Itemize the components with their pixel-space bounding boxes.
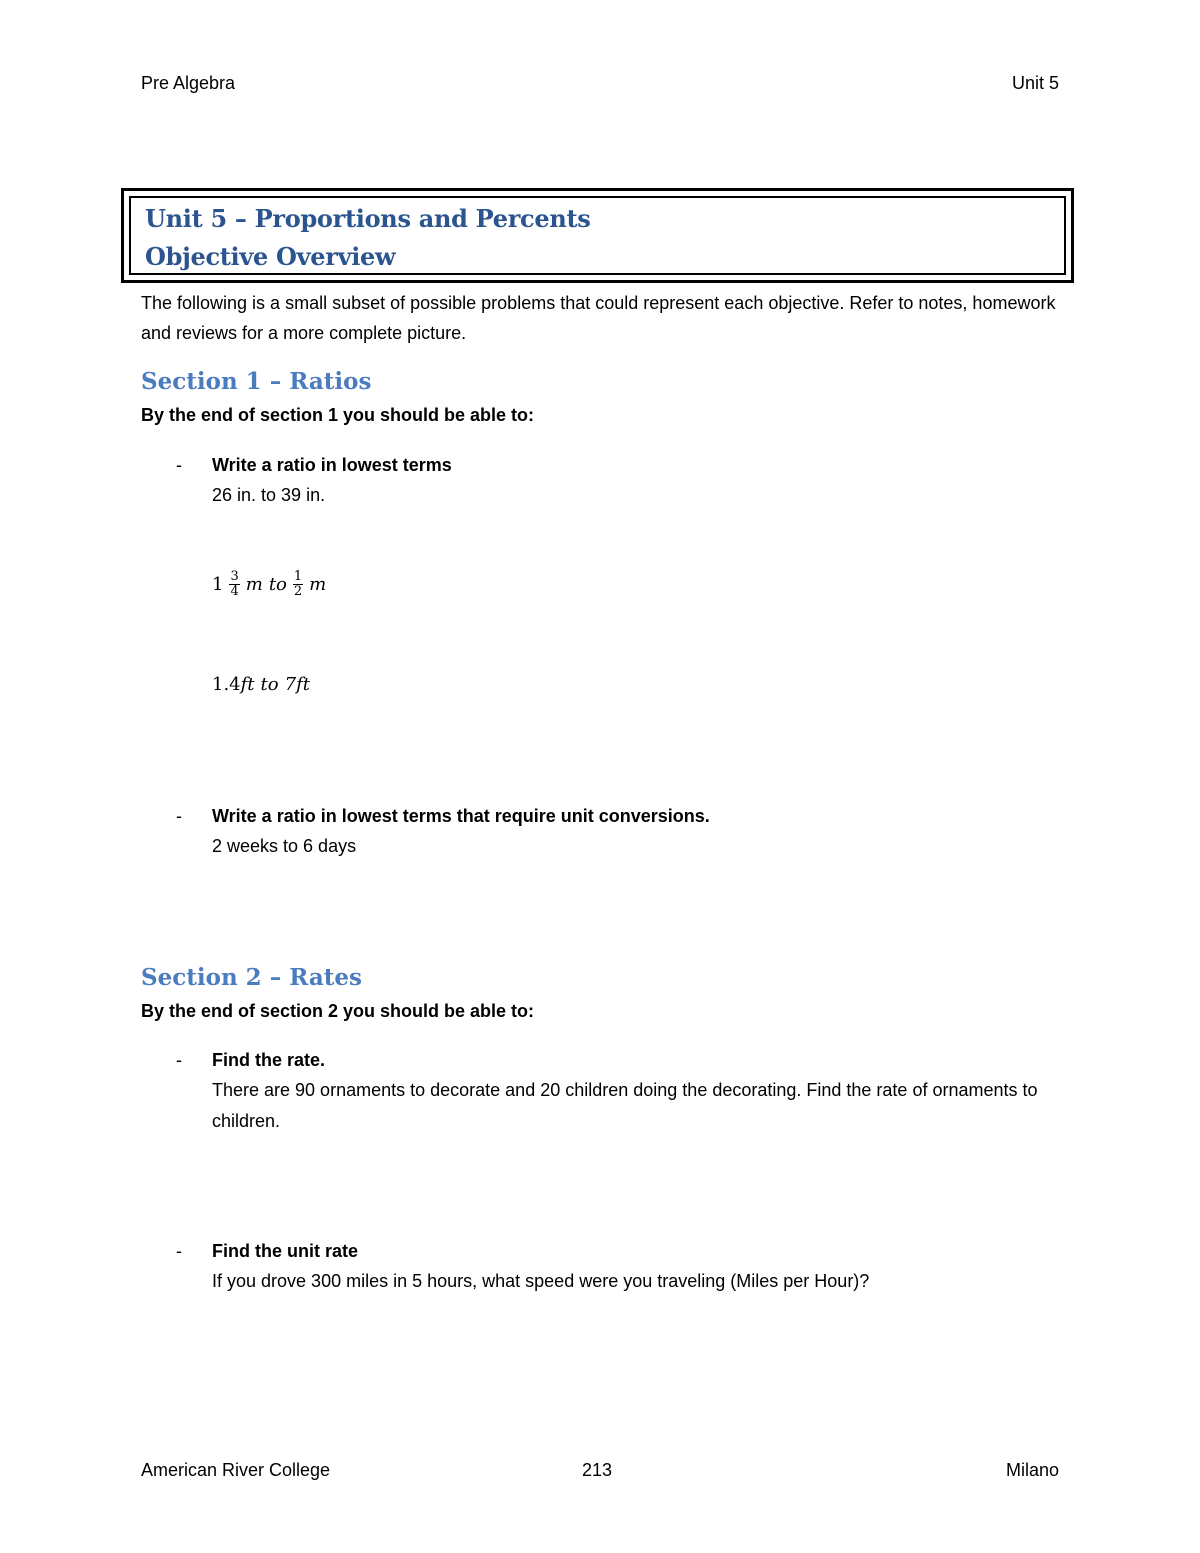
objective-3-title: Find the rate.: [212, 1050, 326, 1070]
value-1: 1.4: [212, 674, 241, 695]
header-right: Unit 5: [1011, 73, 1059, 93]
section-1-heading: Section 1 – Ratios: [141, 368, 372, 395]
intro-paragraph: The following is a small subset of possible problems that could represent each objective. Refer to notes, homework and reviews for a more complete picture.: [141, 293, 1056, 343]
fraction-numerator: 3: [230, 569, 239, 584]
objective-overview-title: Objective Overview: [145, 242, 396, 271]
title-box: [121, 188, 1074, 283]
fraction-denominator-2: 2: [293, 584, 303, 599]
title-box-inner: [129, 196, 1066, 275]
footer-page-number: 213: [582, 1460, 613, 1480]
objective-4-title: Find the unit rate: [212, 1241, 358, 1261]
fraction-numerator-2: 1: [293, 569, 303, 584]
section-1-lead: By the end of section 1 you should be able to:: [141, 405, 535, 425]
word-to-2: to: [260, 674, 279, 695]
unit-m-2: m: [309, 574, 327, 595]
objective-1-problem-2: [212, 570, 326, 599]
unit-ft-1: ft: [240, 674, 255, 695]
header-left: Pre Algebra: [141, 73, 236, 93]
objective-3-dash: -: [176, 1050, 182, 1070]
objective-4-problem: If you drove 300 miles in 5 hours, what speed were you traveling (Miles per Hour)?: [212, 1271, 870, 1291]
objective-1-dash: -: [176, 455, 182, 475]
value-2: 7: [284, 674, 297, 695]
objective-1-problem-3: [212, 674, 310, 695]
objective-3-problem: There are 90 ornaments to decorate and 20 children doing the decorating. Find the rate of ornaments to children.: [212, 1080, 1038, 1131]
fraction-one-half: [293, 570, 303, 599]
word-to: to: [268, 574, 287, 595]
fraction-denominator: 4: [230, 584, 239, 599]
fraction-three-quarters: [229, 570, 239, 599]
objective-1-title: Write a ratio in lowest terms: [212, 455, 452, 475]
objective-2-title: Write a ratio in lowest terms that require unit conversions.: [212, 806, 710, 826]
footer-left: American River College: [141, 1460, 331, 1480]
footer-right: Milano: [1005, 1460, 1059, 1480]
unit-title: Unit 5 – Proportions and Percents: [145, 204, 591, 233]
objective-2-dash: -: [176, 806, 182, 826]
unit-m-1: m: [245, 574, 263, 595]
mixed-number-whole: 1: [212, 574, 224, 595]
section-2-lead: By the end of section 2 you should be able to:: [141, 1001, 535, 1021]
unit-ft-2: ft: [296, 674, 310, 695]
objective-2-problem: 2 weeks to 6 days: [212, 836, 357, 856]
objective-4-dash: -: [176, 1241, 182, 1261]
section-2-heading: Section 2 – Rates: [141, 964, 362, 991]
objective-1-problem-1: 26 in. to 39 in.: [212, 485, 326, 505]
